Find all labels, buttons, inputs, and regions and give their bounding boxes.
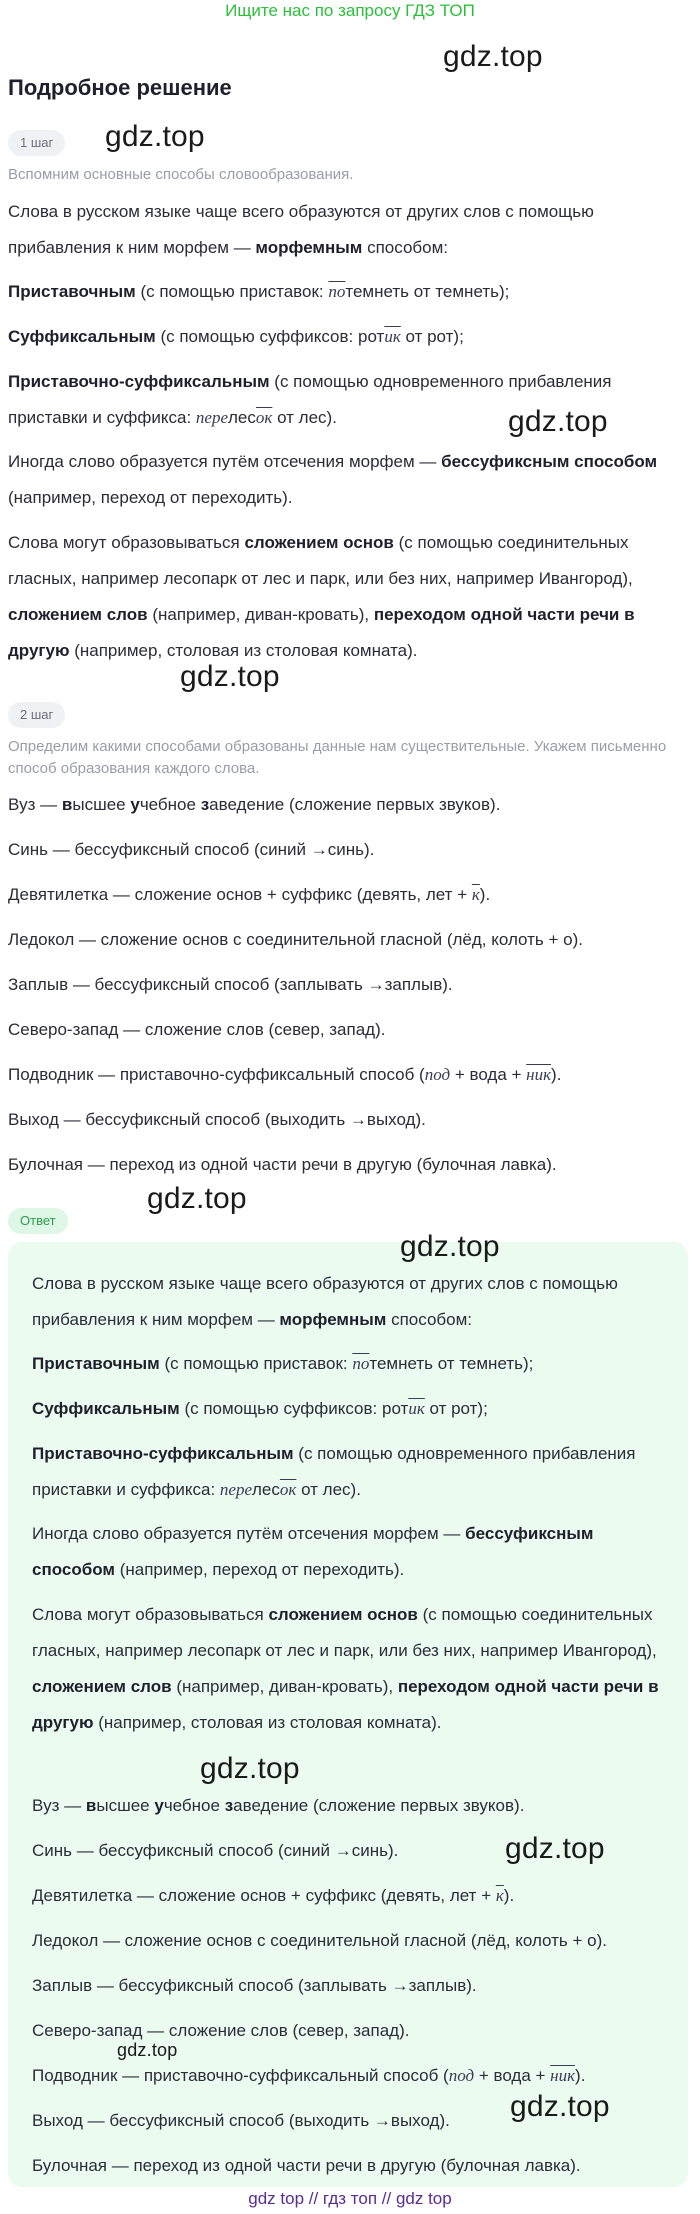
suffix-mark: ик <box>408 1399 425 1418</box>
answer-word-sin: Синь — бессуфиксный способ (синий →синь). <box>32 1841 399 1860</box>
answer-word-bulochnaya: Булочная — переход из одной части речи в другую (булочная лавка). <box>32 2156 581 2175</box>
word-ledokol: Ледокол — сложение основ с соединительной гласной (лёд, колоть + о). <box>8 930 583 949</box>
word-podvodnik: Подводник — приставочно-суффиксальный способ (под + вода + ник). <box>8 1065 562 1084</box>
suffix-mark: ок <box>279 1480 297 1499</box>
prefix-mark: по <box>328 282 346 301</box>
watermark: gdz.top <box>505 1832 605 1865</box>
answer-paragraph-morphemic: Слова в русском языке чаще всего образуются от других слов с помощью прибавления к ним морфем — морфемным способом: <box>32 1274 618 1329</box>
word-vuz: Вуз — высшее учебное заведение (сложение первых звуков). <box>8 795 501 814</box>
answer-paragraph-compound: Слова могут образовываться сложением основ (с помощью соединительных гласных, например лесопарк от лес и парк, или без них, например Ивангород), сложением слов (например, диван-кровать), переходом одной части речи в другую (например, столовая из столовая комната). <box>32 1605 659 1732</box>
page-title: Подробное решение <box>8 75 232 100</box>
paragraph-prefix-suffix: Приставочно-суффиксальным (с помощью одновременного прибавления приставки и суффикса: перелесок от лес). <box>8 372 612 427</box>
word-sin: Синь — бессуфиксный способ (синий →синь). <box>8 840 375 859</box>
answer-word-severo-zapad: Северо-запад — сложение слов (север, запад). <box>32 2021 410 2040</box>
suffix-mark: ок <box>255 408 273 427</box>
watermark: gdz.top <box>400 1230 500 1263</box>
footer-links[interactable]: gdz top // гдз топ // gdz top <box>248 2189 452 2208</box>
watermark: gdz.top <box>147 1182 247 1215</box>
word-vyhod: Выход — бессуфиксный способ (выходить →выход). <box>8 1110 426 1129</box>
word-severo-zapad: Северо-запад — сложение слов (север, запад). <box>8 1020 386 1039</box>
paragraph-morphemic: Слова в русском языке чаще всего образуются от других слов с помощью прибавления к ним морфем — морфемным способом: <box>8 202 594 257</box>
prefix-mark: под <box>448 2066 475 2085</box>
search-banner[interactable]: Ищите нас по запросу ГДЗ ТОП <box>225 1 475 20</box>
answer-paragraph-prefix: Приставочным (с помощью приставок: потемнеть от темнеть); <box>32 1354 534 1373</box>
prefix-mark: пере <box>195 408 229 427</box>
watermark: gdz.top <box>117 2040 178 2060</box>
suffix-mark: к <box>495 1886 504 1905</box>
paragraph-compound: Слова могут образовываться сложением основ (с помощью соединительных гласных, например лесопарк от лес и парк, или без них, например Ивангород), сложением слов (например, диван-кровать), переходом одной части речи в другую (например, столовая из столовая комната). <box>8 533 635 660</box>
step-2-badge: 2 шаг <box>8 702 65 728</box>
answer-word-vuz: Вуз — высшее учебное заведение (сложение первых звуков). <box>32 1796 525 1815</box>
step-1-badge: 1 шаг <box>8 130 65 156</box>
answer-word-podvodnik: Подводник — приставочно-суффиксальный способ (под + вода + ник). <box>32 2066 586 2085</box>
prefix-mark: по <box>352 1354 370 1373</box>
watermark: gdz.top <box>105 120 205 153</box>
word-zaplyv: Заплыв — бессуфиксный способ (заплывать →заплыв). <box>8 975 453 994</box>
answer-word-ledokol: Ледокол — сложение основ с соединительной гласной (лёд, колоть + о). <box>32 1931 607 1950</box>
prefix-mark: пере <box>219 1480 253 1499</box>
step-2-intro: Определим какими способами образованы данные нам существительные. Укажем письменно способ образования каждого слова. <box>8 738 667 777</box>
answer-paragraph-prefix-suffix: Приставочно-суффиксальным (с помощью одновременного прибавления приставки и суффикса: перелесок от лес). <box>32 1444 636 1499</box>
watermark: gdz.top <box>443 40 543 73</box>
watermark: gdz.top <box>200 1752 300 1785</box>
answer-word-devyatiletka: Девятилетка — сложение основ + суффикс (девять, лет + к). <box>32 1886 515 1905</box>
watermark: gdz.top <box>180 660 280 693</box>
step-1-intro: Вспомним основные способы словообразования. <box>8 166 354 183</box>
prefix-mark: под <box>424 1065 451 1084</box>
watermark: gdz.top <box>510 2090 610 2123</box>
word-devyatiletka: Девятилетка — сложение основ + суффикс (девять, лет + к). <box>8 885 491 904</box>
paragraph-nonsuffix: Иногда слово образуется путём отсечения морфем — бессуфиксным способом (например, переход от переходить). <box>8 452 658 507</box>
answer-badge: Ответ <box>8 1208 68 1234</box>
suffix-mark: к <box>471 885 480 904</box>
answer-word-vyhod: Выход — бессуфиксный способ (выходить →выход). <box>32 2111 450 2130</box>
paragraph-prefix: Приставочным (с помощью приставок: потемнеть от темнеть); <box>8 282 510 301</box>
suffix-mark: ник <box>550 2066 576 2085</box>
watermark: gdz.top <box>508 405 608 438</box>
answer-paragraph-suffix: Суффиксальным (с помощью суффиксов: ротик от рот); <box>32 1399 488 1418</box>
answer-paragraph-nonsuffix: Иногда слово образуется путём отсечения морфем — бессуфиксным способом (например, переход от переходить). <box>32 1524 594 1579</box>
word-bulochnaya: Булочная — переход из одной части речи в другую (булочная лавка). <box>8 1155 557 1174</box>
suffix-mark: ик <box>384 327 401 346</box>
paragraph-suffix: Суффиксальным (с помощью суффиксов: ротик от рот); <box>8 327 464 346</box>
suffix-mark: ник <box>526 1065 552 1084</box>
answer-word-zaplyv: Заплыв — бессуфиксный способ (заплывать →заплыв). <box>32 1976 477 1995</box>
